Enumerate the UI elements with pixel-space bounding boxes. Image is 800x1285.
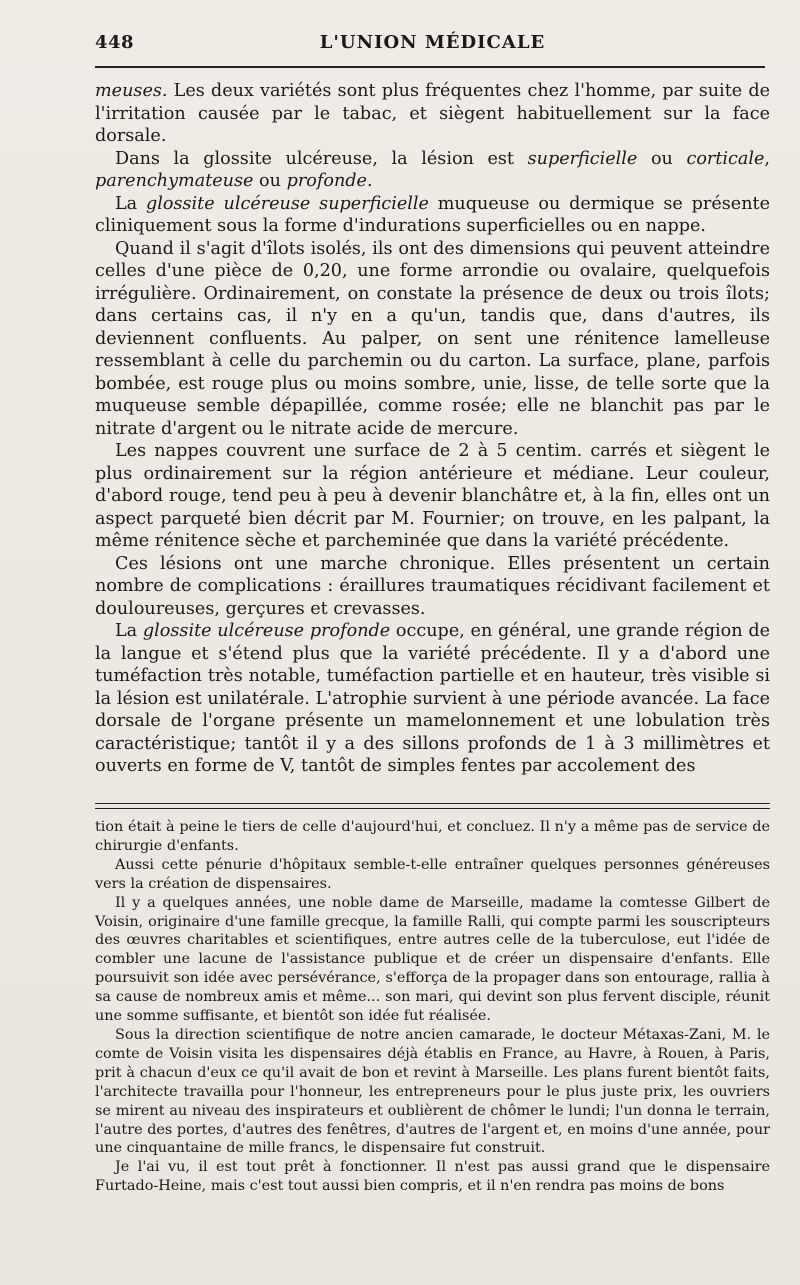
note-paragraph: Sous la direction scientifique de notre ancien camarade, le docteur Métaxas-Zani, M. le comte de Voisin visita les dispensaires déjà établis en France, au Havre, à Rouen, à Paris, prit à chacun d'eux ce qu'il avait de bon et revint à Marseille. Les plans furent bientôt faits, l'architecte travailla pour l'honneur, les entrepreneurs pour le plus juste prix, les ouvriers se mirent au niveau des inspirateurs et oublièrent de chômer le lundi; l'un donna le terrain, l'autre des portes, d'autres des fenêtres, d'autres de l'argent et, en moins d'une année, pour une cinquantaine de mille francs, le dispensaire fut construit. bbox=[95, 1026, 770, 1157]
italic-term: parenchymateuse bbox=[95, 171, 254, 191]
text-run: ou bbox=[637, 148, 687, 169]
text-run: . bbox=[366, 171, 373, 191]
italic-word: meuses. bbox=[95, 81, 168, 101]
note-paragraph: Il y a quelques années, une noble dame de Marseille, madame la comtesse Gilbert de Voisin, originaire d'une famille grecque, la famille Ralli, qui compte parmi les souscripteurs des œuvres charitables et scientifiques, entre autres celle de la tuberculose, eut l'idée de combler une lacune de l'assistance publique et de créer un dispensaire d'enfants. Elle poursuivit son idée avec persévérance, s'efforça de la propager dans son entourage, rallia à sa cause de nombreux amis et même... son mari, qui devint son plus fervent disciple, réunit une somme suffisante, et bientôt son idée fut réalisée. bbox=[95, 894, 770, 1025]
page-number: 448 bbox=[95, 32, 135, 53]
italic-term: profonde bbox=[286, 171, 367, 191]
header-rule bbox=[95, 66, 765, 68]
italic-term: superficielle bbox=[527, 148, 638, 169]
text-run: La bbox=[115, 621, 143, 641]
paragraph-7 bbox=[95, 620, 770, 778]
italic-term: glossite ulcéreuse superficielle bbox=[146, 193, 429, 214]
italic-term: glossite ulcéreuse profonde bbox=[142, 621, 391, 641]
text-run: Dans la glossite ulcéreuse, la lésion est bbox=[115, 148, 528, 169]
text-run: La bbox=[115, 193, 147, 214]
note-paragraph: tion était à peine le tiers de celle d'aujourd'hui, et concluez. Il n'y a même pas de service de chirurgie d'enfants. bbox=[95, 819, 770, 854]
text-run: occupe, en général, une grande région de la langue et s'étend plus que la variété précédente. Il y a d'abord une tuméfaction très notable, tuméfaction partielle et en hauteur, très visible si la lésion est unilatérale. L'atrophie survient à une période avancée. La face dorsale de l'organe présente un mamelonnement et une lobulation très caractéristique; tantôt il y a des sillons profonds de 1 à 3 millimètres et ouverts en forme de V, tantôt de simples fentes par accolement des bbox=[95, 621, 770, 776]
running-title: L'UNION MÉDICALE bbox=[319, 32, 546, 53]
page-header bbox=[95, 32, 770, 58]
text-run: Les deux variétés sont plus fréquentes chez l'homme, par suite de l'irritation causée par le tabac, et siègent habituellement sur la face dorsale. bbox=[95, 81, 770, 146]
paragraph-1 bbox=[95, 80, 770, 148]
main-text bbox=[95, 80, 770, 778]
footnote-text bbox=[95, 818, 770, 1196]
text-run: ou bbox=[253, 171, 287, 191]
note-paragraph: Aussi cette pénurie d'hôpitaux semble-t-elle entraîner quelques personnes généreuses vers la création de dispensaires. bbox=[95, 856, 770, 892]
paragraph-5: Les nappes couvrent une surface de 2 à 5 centim. carrés et siègent le plus ordinairement sur la région antérieure et médiane. Leur couleur, d'abord rouge, tend peu à peu à devenir blanchâtre et, à la fin, elles ont un aspect parqueté bien décrit par M. Fournier; on trouve, en les palpant, la même rénitence sèche et parcheminée que dans la variété précédente. bbox=[95, 441, 770, 551]
text-run: , bbox=[764, 148, 771, 169]
paragraph-3 bbox=[95, 193, 770, 238]
paragraph-2 bbox=[95, 148, 770, 193]
italic-term: corticale bbox=[686, 148, 765, 169]
paragraph-4: Quand il s'agit d'îlots isolés, ils ont des dimensions qui peuvent atteindre celles d'une pièce de 0,20, une forme arrondie ou ovalaire, quelquefois irrégulière. Ordinairement, on constate la présence de deux ou trois îlots; dans certains cas, il n'y en a qu'un, tandis que, dans d'autres, ils deviennent confluents. Au palper, on sent une rénitence lamelleuse ressemblant à celle du parchemin ou du carton. La surface, plane, parfois bombée, est rouge plus ou moins sombre, unie, lisse, de telle sorte que la muqueuse semble dépapillée, comme rosée; elle ne blanchit pas par le nitrate d'argent ou le nitrate acide de mercure. bbox=[95, 238, 770, 439]
note-paragraph: Je l'ai vu, il est tout prêt à fonctionner. Il n'est pas aussi grand que le dispensaire Furtado-Heine, mais c'est tout aussi bien compris, et il n'en rendra pas moins de bons bbox=[95, 1159, 770, 1195]
paragraph-6: Ces lésions ont une marche chronique. Elles présentent un certain nombre de complications : éraillures traumatiques récidivant facilement et douloureuses, gerçures et crevasses. bbox=[95, 553, 770, 619]
footnote-separator bbox=[95, 803, 770, 809]
text-run: muqueuse ou dermique se présente cliniquement sous la forme d'indurations superficielles ou en nappe. bbox=[95, 193, 771, 236]
